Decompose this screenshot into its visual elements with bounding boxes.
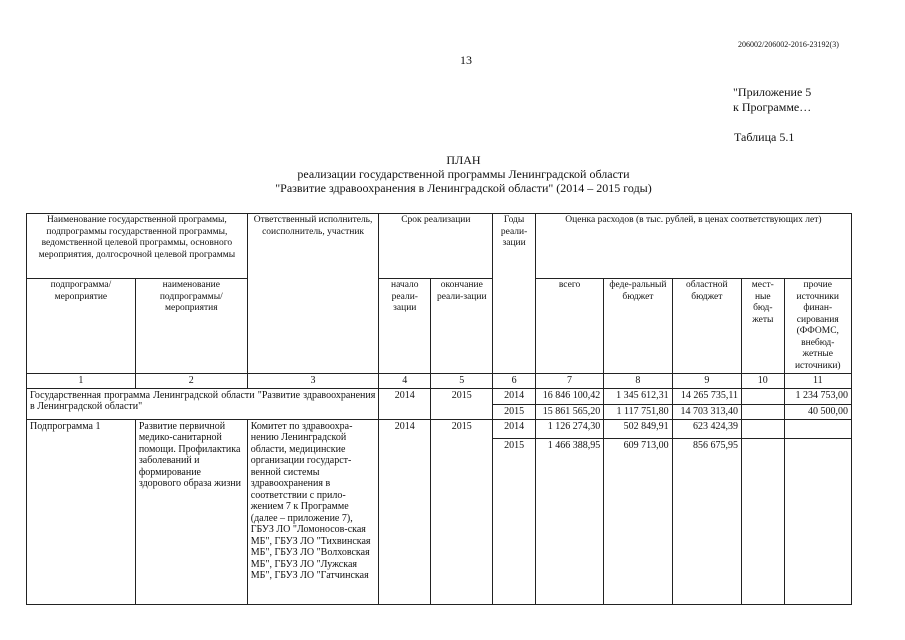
other-cell: 1 234 753,00 — [784, 388, 851, 404]
header-row-2 — [27, 279, 852, 374]
total-cell: 15 861 565,20 — [535, 404, 603, 419]
header-row-1 — [27, 214, 852, 279]
state-program-end: 2015 — [431, 388, 493, 419]
header-federal: феде-ральный бюджет — [604, 279, 672, 374]
title-line-1: ПЛАН — [446, 153, 481, 167]
local-cell — [742, 404, 784, 419]
subprogram-end: 2015 — [431, 419, 493, 604]
subprogram-name: Развитие первичной медико-санитарной помощи. Профилактика заболеваний и формирование здорового образа жизни — [135, 419, 247, 604]
header-subprogram: подпрограмма/ мероприятие — [27, 279, 136, 374]
regional-cell: 14 265 735,11 — [672, 388, 741, 404]
header-local: мест-ные бюд-жеты — [742, 279, 784, 374]
document-code: 206002/206002-2016-23192(3) — [738, 40, 839, 49]
col-number: 7 — [535, 374, 603, 389]
col-number: 5 — [431, 374, 493, 389]
total-cell: 16 846 100,42 — [535, 388, 603, 404]
total-cell: 1 126 274,30 — [535, 419, 603, 438]
appendix-line-2: к Программе… — [733, 100, 812, 114]
header-costs-group: Оценка расходов (в тыс. рублей, в ценах соответствующих лет) — [535, 214, 851, 279]
regional-cell: 14 703 313,40 — [672, 404, 741, 419]
appendix-line-1: "Приложение 5 — [733, 85, 812, 99]
header-total: всего — [535, 279, 603, 374]
header-regional: областной бюджет — [672, 279, 741, 374]
other-cell — [784, 419, 851, 438]
state-program-row-2014 — [27, 388, 852, 404]
col-number: 8 — [604, 374, 672, 389]
header-end: окончание реали-зации — [431, 279, 493, 374]
header-start: начало реали-зации — [379, 279, 431, 374]
total-cell: 1 466 388,95 — [535, 438, 603, 604]
federal-cell: 1 345 612,31 — [604, 388, 672, 404]
col-number: 2 — [135, 374, 247, 389]
regional-cell: 623 424,39 — [672, 419, 741, 438]
col-number: 4 — [379, 374, 431, 389]
subprogram-1-row-2014 — [27, 419, 852, 438]
col-number: 1 — [27, 374, 136, 389]
col-number: 9 — [672, 374, 741, 389]
regional-cell: 856 675,95 — [672, 438, 741, 604]
title-line-2: реализации государственной программы Ленинградской области — [297, 167, 630, 181]
year-cell: 2015 — [493, 404, 535, 419]
federal-cell: 609 713,00 — [604, 438, 672, 604]
year-cell: 2015 — [493, 438, 535, 604]
col-number: 11 — [784, 374, 851, 389]
federal-cell: 502 849,91 — [604, 419, 672, 438]
header-name: наименование подпрограммы/ мероприятия — [135, 279, 247, 374]
plan-table — [26, 213, 852, 605]
state-program-start: 2014 — [379, 388, 431, 419]
subprogram-start: 2014 — [379, 419, 431, 604]
header-name-group: Наименование государственной программы, подпрограммы государственной программы, ведомственной целевой программы, основного мероприятия, долгосрочной целевой программы — [27, 214, 248, 279]
year-cell: 2014 — [493, 419, 535, 438]
other-cell: 40 500,00 — [784, 404, 851, 419]
other-cell — [784, 438, 851, 604]
title-line-3: "Развитие здравоохранения в Ленинградской области" (2014 – 2015 годы) — [275, 181, 652, 195]
subprogram-responsible: Комитет по здравоохра-нению Ленинградской области, медицинские организации государст-венной системы здравоохранения в соответствии с прило-жением 7 к Программе (далее – приложение 7), ГБУЗ ЛО "Ломоносов-ская МБ", ГБУЗ ЛО "Тихвинская МБ", ГБУЗ ЛО "Волховская МБ", ГБУЗ ЛО "Лужская МБ", ГБУЗ ЛО "Гатчинская — [247, 419, 379, 604]
col-number: 6 — [493, 374, 535, 389]
page-number: 13 — [460, 53, 472, 67]
header-years: Годы реали-зации — [493, 214, 535, 374]
federal-cell: 1 117 751,80 — [604, 404, 672, 419]
subprogram-code: Подпрограмма 1 — [27, 419, 136, 604]
year-cell: 2014 — [493, 388, 535, 404]
column-number-row — [27, 374, 852, 389]
state-program-name: Государственная программа Ленинградской области "Развитие здравоохранения в Ленинградской области" — [27, 388, 379, 419]
col-number: 10 — [742, 374, 784, 389]
col-number: 3 — [247, 374, 379, 389]
appendix-note — [733, 85, 811, 115]
local-cell — [742, 419, 784, 438]
local-cell — [742, 388, 784, 404]
local-cell — [742, 438, 784, 604]
header-other: прочие источники финан-сирования (ФФОМС, внебюд-жетные источники) — [784, 279, 851, 374]
header-term-group: Срок реализации — [379, 214, 493, 279]
table-reference: Таблица 5.1 — [734, 130, 795, 144]
header-responsible: Ответственный исполнитель, соисполнитель, участник — [247, 214, 379, 374]
document-title — [0, 153, 905, 195]
